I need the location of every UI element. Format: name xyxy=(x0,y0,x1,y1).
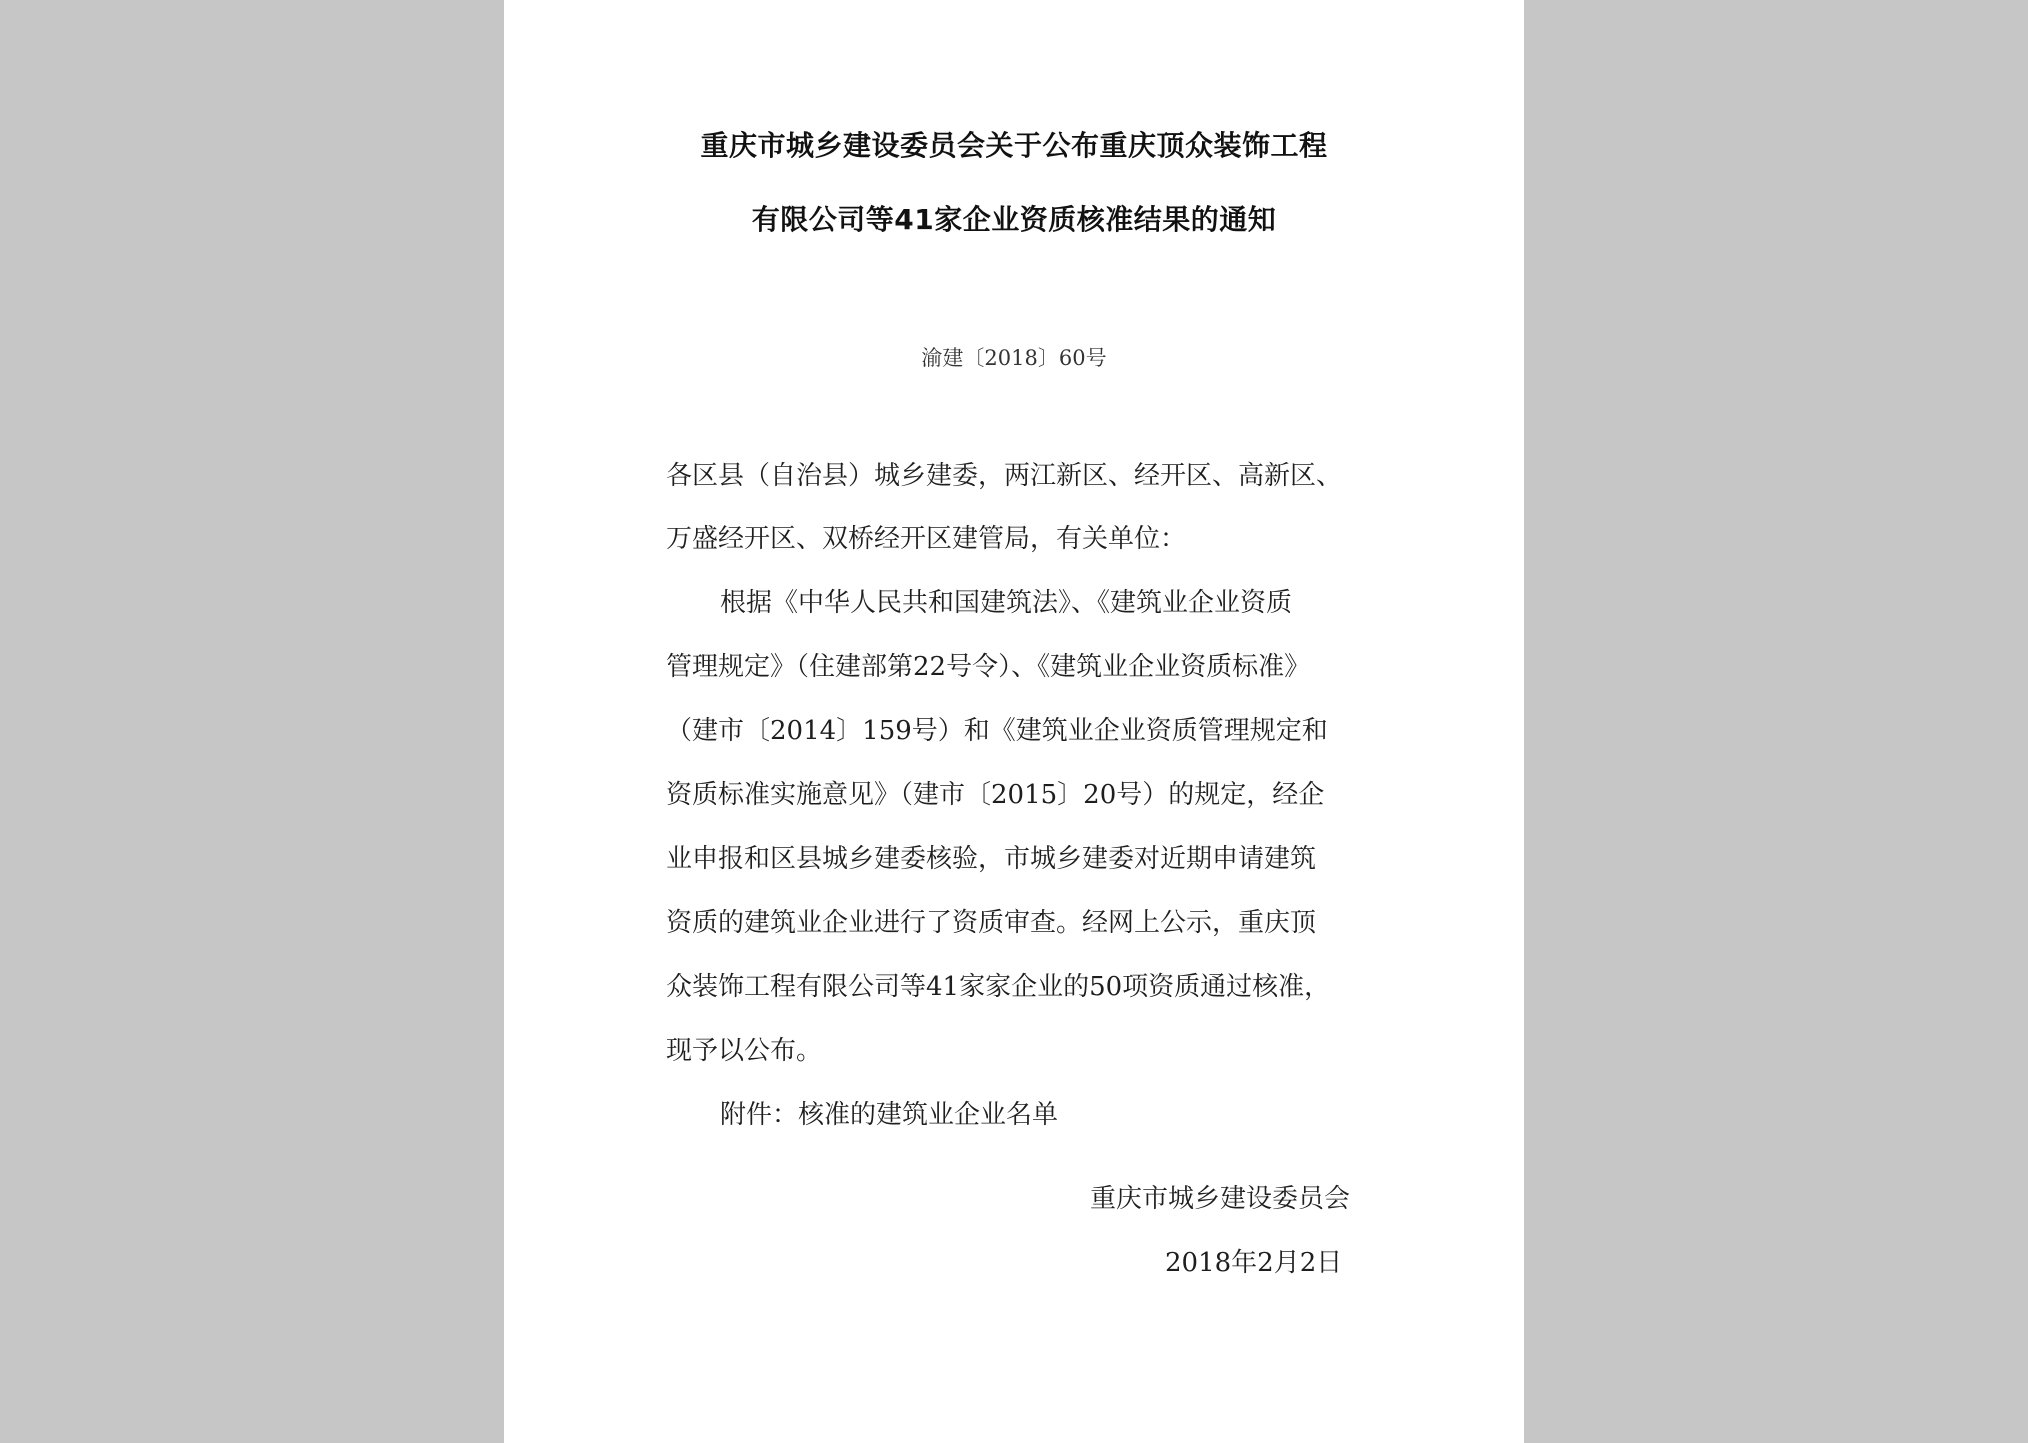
document-number: 渝建〔2018〕60号 xyxy=(921,346,1107,370)
body-line-4: 资质标准实施意见》（建市〔2015〕20号）的规定，经企 xyxy=(666,780,1325,810)
body-line-2: 管理规定》（住建部第22号令）、《建筑业企业资质标准》 xyxy=(666,652,1311,682)
body-line-8: 现予以公布。 xyxy=(666,1036,823,1066)
addressee-line-2: 万盛经开区、双桥经开区建管局，有关单位： xyxy=(666,524,1187,554)
body-line-7: 众装饰工程有限公司等41家家企业的50项资质通过核准， xyxy=(666,972,1331,1002)
signature-date: 2018年2月2日 xyxy=(1165,1248,1343,1278)
body-line-5: 业申报和区县城乡建委核验，市城乡建委对近期申请建筑 xyxy=(666,844,1317,874)
title-line-2: 有限公司等41家企业资质核准结果的通知 xyxy=(751,203,1277,236)
body-line-1: 根据《中华人民共和国建筑法》、《建筑业企业资质 xyxy=(720,588,1293,618)
signature-organization: 重庆市城乡建设委员会 xyxy=(1090,1184,1351,1214)
document-page xyxy=(504,0,1524,1443)
body-line-6: 资质的建筑业企业进行了资质审查。经网上公示，重庆顶 xyxy=(666,908,1317,938)
addressee-line-1: 各区县（自治县）城乡建委，两江新区、经开区、高新区、 xyxy=(666,461,1343,491)
attachment-line: 附件：核准的建筑业企业名单 xyxy=(720,1100,1059,1130)
title-line-1: 重庆市城乡建设委员会关于公布重庆顶众装饰工程 xyxy=(700,129,1328,162)
body-line-3: （建市〔2014〕159号）和《建筑业企业资质管理规定和 xyxy=(666,716,1328,746)
